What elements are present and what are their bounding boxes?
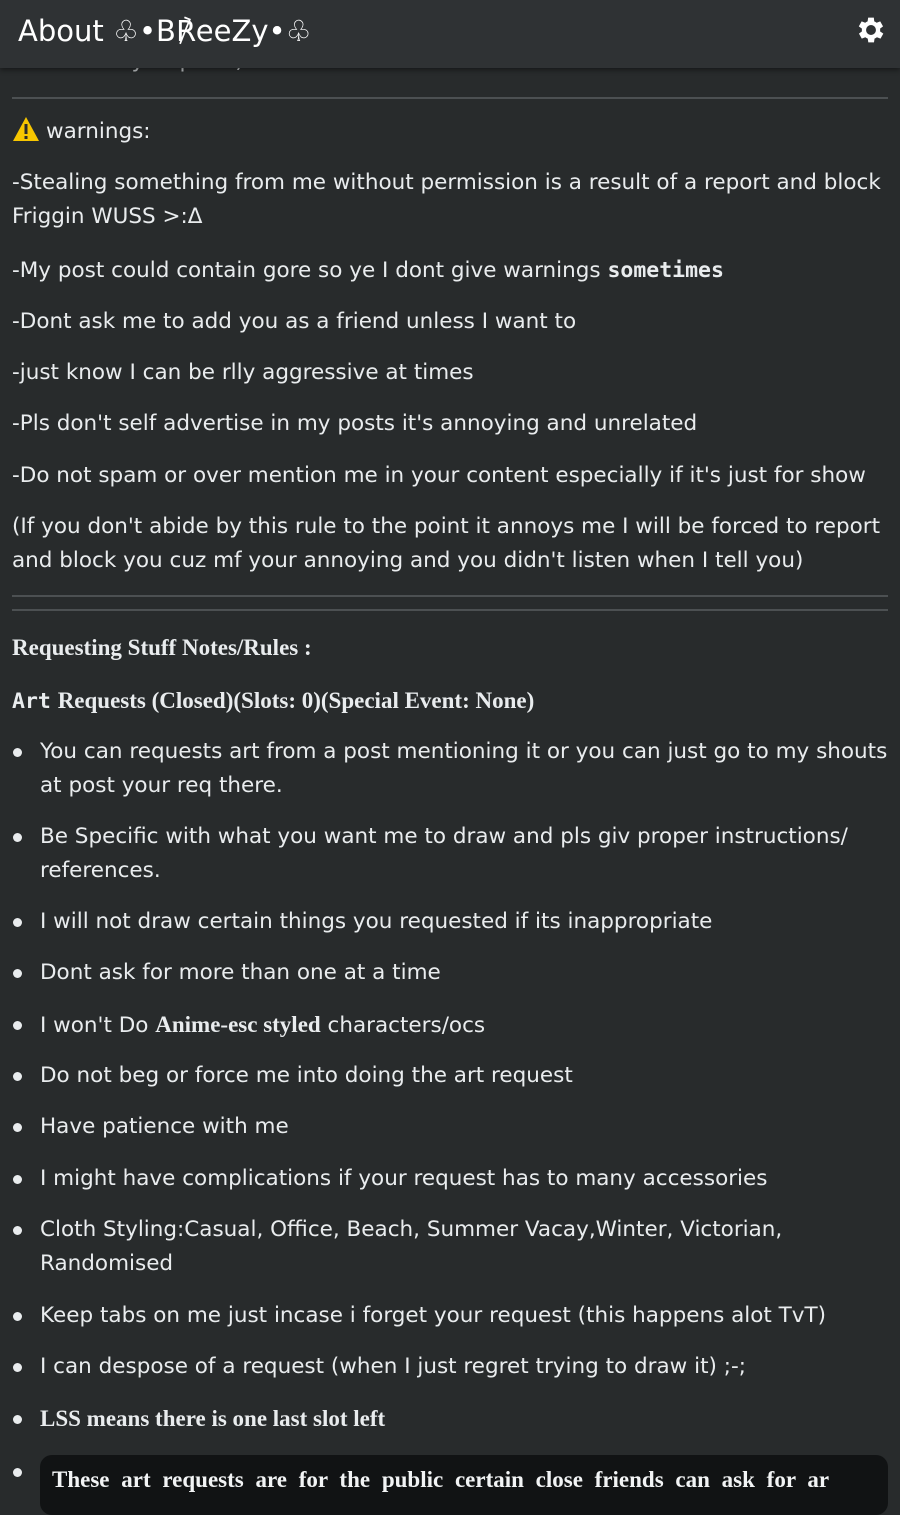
code-block [40,1455,888,1515]
warnings-heading [12,115,151,149]
list-item-line: You can requests art from a post mentioning it or you can just go to my shouts [40,739,888,764]
bullet [13,918,22,927]
bullet [13,1468,22,1477]
warning-icon [12,116,40,142]
divider [12,609,888,611]
list-item-line: Cloth Styling:Casual, Office, Beach, Summer Vacay,Winter, Victorian, [40,1217,783,1242]
bullet [13,1123,22,1132]
bullet [13,1021,22,1030]
warning-line: -Dont ask me to add you as a friend unless I want to [12,309,577,334]
list-item: Keep tabs on me just incase i forget your request (this happens alot TvT) [40,1303,827,1328]
warning-line: -Stealing something from me without permission is a result of a report and block [12,170,881,195]
list-item: I can despose of a request (when I just regret trying to draw it) ;-; [40,1354,746,1379]
list-item [40,1008,890,1043]
warning-line: and block you cuz mf your annoying and you didn't listen when I tell you) [12,548,804,573]
divider [12,595,888,597]
art-requests-status [12,684,534,719]
requests-heading: Requesting Stuff Notes/Rules : [12,635,312,660]
list-item: Dont ask for more than one at a time [40,960,441,985]
bullet [13,1363,22,1372]
list-item-line: Randomised [40,1251,174,1276]
bullet [13,1312,22,1321]
bullet [13,833,22,842]
gear-icon[interactable] [854,13,888,47]
warning-line: Friggin WUSS >:Δ [12,204,203,229]
list-item: Do not beg or force me into doing the art request [40,1063,573,1088]
bullet [13,1226,22,1235]
bullet [13,1175,22,1184]
warning-line: -Pls don't self advertise in my posts it's annoying and unrelated [12,411,698,436]
warning-line [12,254,724,288]
warnings-heading-label: warnings: [46,119,151,144]
list-item-text: characters/ocs [320,1013,486,1038]
bullet [13,748,22,757]
bullet [13,1415,22,1424]
page-title: About ♧•B℟eeZy•♧ [18,14,312,48]
list-item [40,820,890,888]
list-item [40,735,890,803]
top-bar [0,0,900,68]
list-item: Have patience with me [40,1114,289,1139]
warning-line-mono: sometimes [607,258,724,283]
art-label: Art [12,689,51,714]
list-item-line: at post your req there. [40,773,283,798]
list-item [40,1213,890,1281]
bullet [13,969,22,978]
warning-line: -Do not spam or over mention me in your content especially if it's just for show [12,463,866,488]
divider [12,97,888,99]
bullet [13,1072,22,1081]
list-item-text: I won't Do [40,1013,156,1038]
warning-line: (If you don't abide by this rule to the point it annoys me I will be forced to report [12,514,881,539]
list-item: LSS means there is one last slot left [40,1406,386,1431]
list-item: I will not draw certain things you requested if its inappropriate [40,909,713,934]
art-status: Requests (Closed)(Slots: 0)(Special Event: None) [57,688,535,713]
warning-line: -just know I can be rlly aggressive at times [12,360,474,385]
list-item-line: references. [40,858,161,883]
list-item-bold: Anime-esc styled [155,1012,321,1037]
list-item-line: Be Specific with what you want me to draw and pls giv proper instructions/ [40,824,848,849]
code-block-text: These art requests are for the public certain close friends can ask for ar [52,1467,830,1492]
list-item: I might have complications if your request has to many accessories [40,1166,768,1191]
warning-line-text: -My post could contain gore so ye I dont give warnings [12,258,608,283]
